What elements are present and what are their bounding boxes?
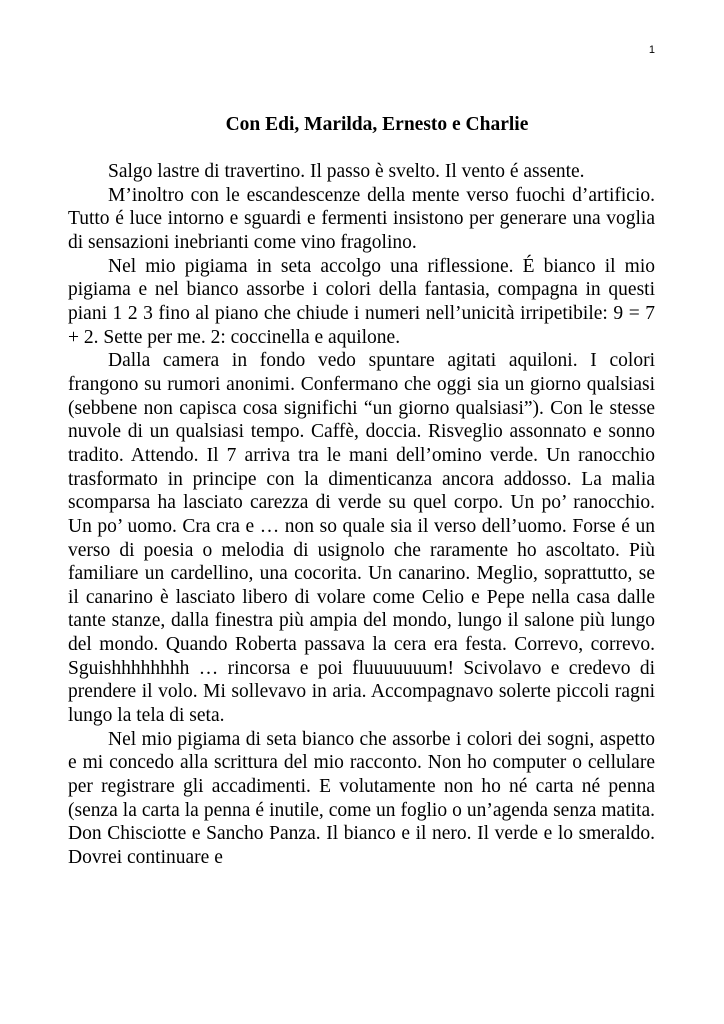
paragraph: M’inoltro con le escandescenze della mente verso fuochi d’artificio. Tutto é luce intorno e sguardi e fermenti insistono per generare una voglia di sensazioni inebrianti come vino fragolino.: [68, 184, 655, 253]
paragraph: Dalla camera in fondo vedo spuntare agitati aquiloni. I colori frangono su rumori anonimi. Confermano che oggi sia un giorno qualsiasi (sebbene non capisca cosa significhi “un giorno qualsiasi”). Con le stesse nuvole di un qualsiasi tempo. Caffè, doccia. Risveglio assonnato e sonno tradito. Attendo. Il 7 arriva tra le mani dell’omino verde. Un ranocchio trasformato in principe con la dimenticanza ancora addosso. La malia scomparsa ha lasciato carezza di verde su quel corpo. Un po’ ranocchio. Un po’ uomo. Cra cra e … non so quale sia il verso dell’uomo. Forse é un verso di poesia o melodia di usignolo che raramente ho ascoltato. Più familiare un cardellino, una cocorita. Un canarino. Meglio, soprattutto, se il canarino è lasciato libero di volare come Celio e Pepe nella casa dalle tante stanze, dalla finestra più ampia del mondo, lungo il salone più lungo del mondo. Quando Roberta passava la cera era festa. Correvo, correvo. Sguishhhhhhhh … rincorsa e poi fluuuuuuum! Scivolavo e credevo di prendere il volo. Mi sollevavo in aria. Accompagnavo solerte piccoli ragni lungo la tela di seta.: [68, 350, 655, 727]
paragraph: Salgo lastre di travertino. Il passo è svelto. Il vento é assente.: [108, 161, 585, 182]
page-number: 1: [648, 44, 655, 56]
chapter-title: Con Edi, Marilda, Ernesto e Charlie: [225, 114, 529, 135]
paragraph: Nel mio pigiama di seta bianco che assorbe i colori dei sogni, aspetto e mi concedo alla scrittura del mio racconto. Non ho computer o cellulare per registrare gli accadimenti. E volutamente non ho né carta né penna (senza la carta la penna é inutile, come un foglio o un’agenda senza matita. Don Chisciotte e Sancho Panza. Il bianco e il nero. Il verde e lo smeraldo. Dovrei continuare e: [68, 728, 655, 869]
body-text: [68, 160, 655, 870]
paragraph: Nel mio pigiama in seta accolgo una riflessione. É bianco il mio pigiama e nel bianco assorbe i colori della fantasia, compagna in questi piani 1 2 3 fino al piano che chiude i numeri nell’unicità irripetibile: 9 = 7 + 2. Sette per me. 2: coccinella e aquilone.: [68, 255, 655, 348]
